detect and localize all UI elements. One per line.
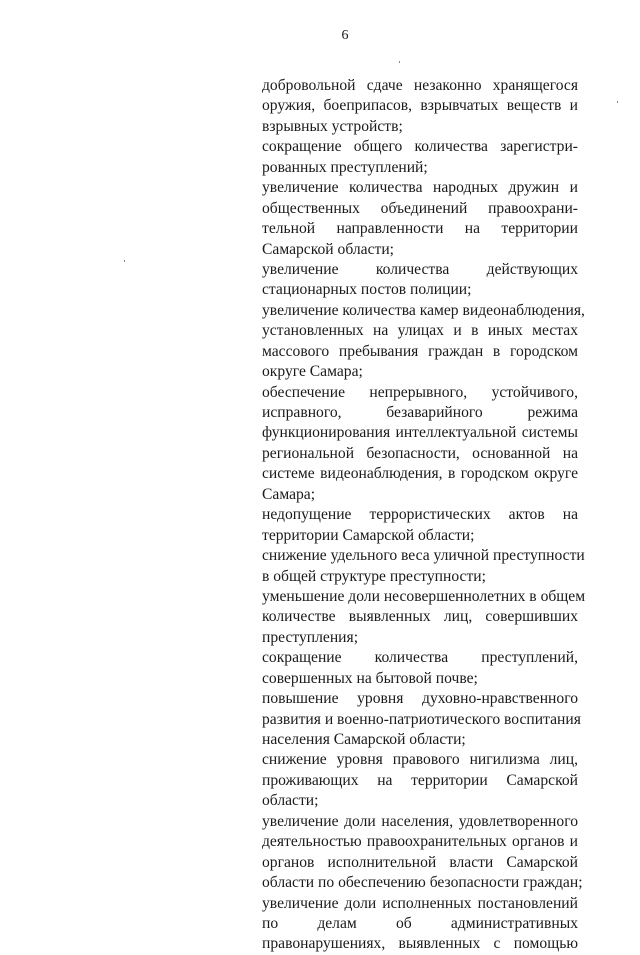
- document-body: [262, 76, 586, 955]
- text-line: тельной направленности на территории: [262, 220, 578, 238]
- text-line: общественных объединений правоохрани-: [262, 199, 578, 217]
- text-line: снижение удельного веса уличной преступности: [262, 547, 585, 565]
- page-number: 6: [341, 28, 349, 43]
- text-line: правонарушениях, выявленных с помощью: [262, 935, 578, 953]
- text-line: области по обеспечению безопасности граждан;: [262, 874, 583, 892]
- scan-speck: [617, 101, 618, 103]
- text-line: установленных на улицах и в иных местах: [262, 322, 578, 340]
- text-line: уменьшение доли несовершеннолетних в общем: [262, 587, 586, 605]
- text-line: региональной безопасности, основанной на: [262, 444, 578, 462]
- text-line: количестве выявленных лиц, совершивших: [262, 608, 578, 626]
- text-line: Самара;: [262, 485, 316, 503]
- text-line: проживающих на территории Самарской: [262, 771, 578, 789]
- text-line: сокращение количества преступлений,: [262, 649, 578, 667]
- text-line: развития и военно-патриотического воспитания: [262, 710, 581, 728]
- text-line: повышение уровня духовно-нравственного: [262, 690, 578, 708]
- text-line: стационарных постов полиции;: [262, 281, 472, 299]
- text-line: исправного, безаварийного режима: [262, 404, 578, 421]
- text-line: совершенных на бытовой почве;: [262, 669, 478, 687]
- text-line: органов исполнительной власти Самарской: [262, 853, 578, 871]
- text-line: недопущение террористических актов на: [262, 506, 578, 524]
- text-line: Самарской области;: [262, 240, 395, 258]
- text-line: массового пребывания граждан в городском: [262, 342, 578, 360]
- text-line: оружия, боеприпасов, взрывчатых веществ и: [262, 97, 578, 115]
- text-line: деятельностью правоохранительных органов и: [262, 833, 578, 851]
- text-line: увеличение количества действующих: [262, 260, 578, 278]
- text-line: функционирования интеллектуальной системы: [262, 424, 578, 442]
- text-line: увеличение доли исполненных постановлений: [262, 894, 578, 912]
- text-line: взрывных устройств;: [262, 117, 403, 135]
- text-line: обеспечение непрерывного, устойчивого,: [262, 383, 578, 401]
- scan-speck: [124, 260, 125, 262]
- text-line: населения Самарской области;: [262, 731, 466, 748]
- text-line: рованных преступлений;: [262, 158, 428, 176]
- text-line: территории Самарской области;: [262, 526, 475, 544]
- text-line: в общей структуре преступности;: [262, 567, 486, 585]
- scan-speck: [399, 61, 400, 63]
- text-line: увеличение доли населения, удовлетворенного: [262, 812, 578, 830]
- text-line: системе видеонаблюдения, в городском округе: [262, 465, 578, 483]
- text-line: сокращение общего количества зарегистри-: [262, 138, 578, 156]
- text-line: преступления;: [262, 628, 359, 646]
- text-line: снижение уровня правового нигилизма лиц,: [262, 751, 578, 769]
- text-line: области;: [262, 792, 319, 810]
- text-line: увеличение количества камер видеонаблюдения,: [262, 301, 585, 319]
- text-line: увеличение количества народных дружин и: [262, 179, 578, 197]
- text-line: добровольной сдаче незаконно хранящегося: [262, 77, 578, 94]
- text-line: округе Самара;: [262, 363, 363, 381]
- text-line: по делам об административных: [262, 914, 578, 932]
